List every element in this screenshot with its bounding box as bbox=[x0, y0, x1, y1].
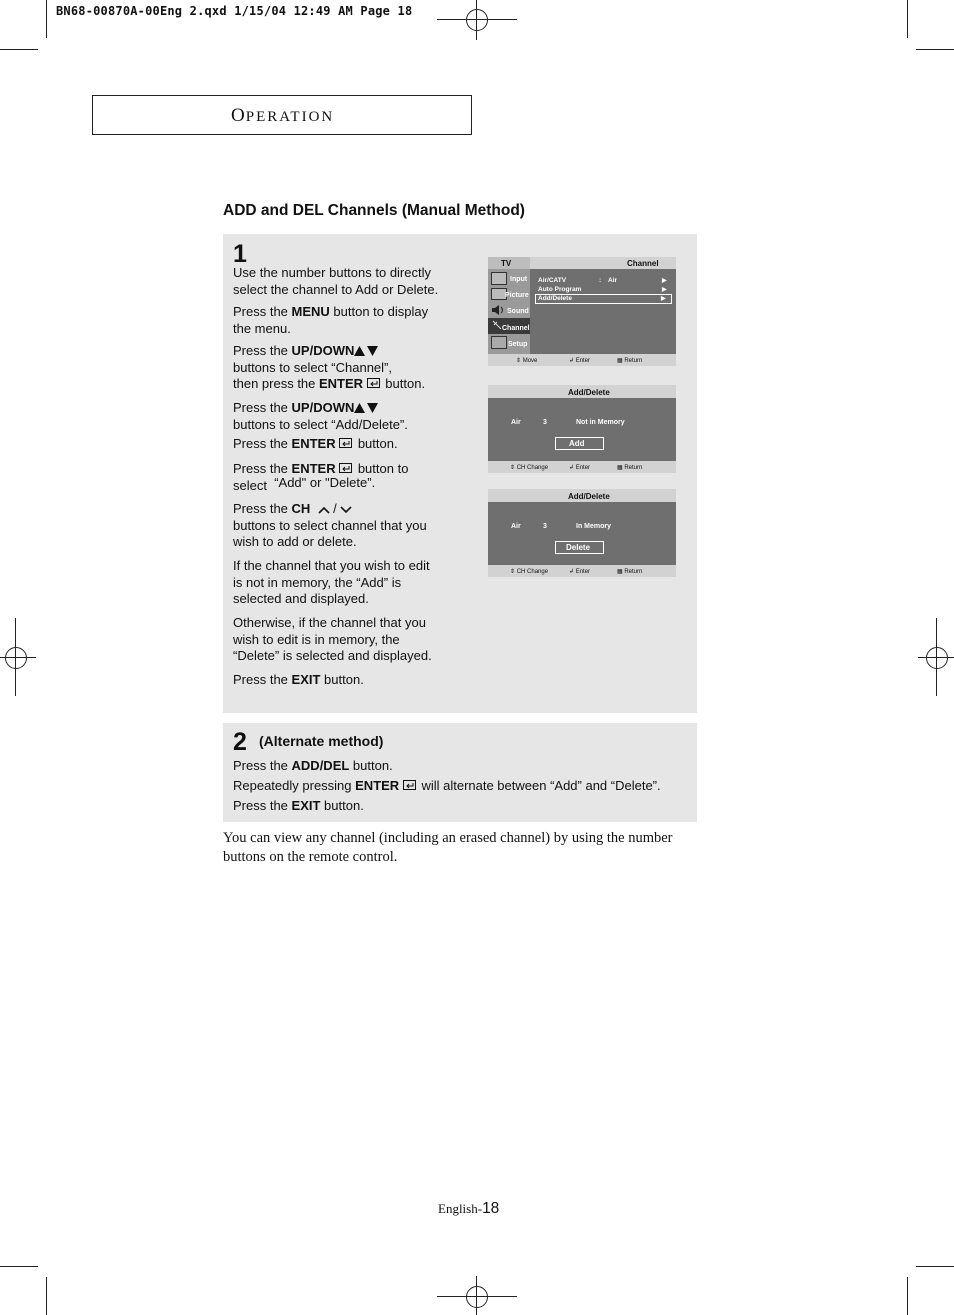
footer-ch-change: ⇕ CH Change bbox=[510, 465, 549, 471]
arrow-right-icon: ▶ bbox=[662, 278, 667, 284]
menu-item-channel[interactable]: Channel bbox=[488, 318, 530, 334]
enter-icon bbox=[339, 438, 354, 449]
arrow-right-icon: ▶ bbox=[661, 296, 666, 302]
footer-return: ▦ Return bbox=[617, 569, 643, 575]
crop-mark bbox=[437, 1296, 517, 1297]
memory-status: Not in Memory bbox=[576, 419, 625, 426]
footer-enter: ↲ Enter bbox=[569, 569, 591, 575]
instruction-text: Repeatedly pressing ENTER will alternate between “Add” and “Delete”. bbox=[233, 778, 661, 793]
footnote-text: You can view any channel (including an erased channel) by using the number buttons on the remote control. bbox=[223, 830, 673, 865]
air-label: Air bbox=[511, 523, 521, 530]
ch-up-icon bbox=[318, 506, 330, 514]
up-down-arrows-icon bbox=[354, 403, 378, 413]
speaker-icon bbox=[491, 304, 505, 316]
page-heading: ADD and DEL Channels (Manual Method) bbox=[223, 202, 525, 219]
memory-status: In Memory bbox=[576, 523, 612, 530]
footer-enter: ↲ Enter bbox=[569, 358, 591, 364]
page-footer: English-18 bbox=[438, 1200, 500, 1217]
crop-mark bbox=[907, 1277, 908, 1315]
screen-title: Channel bbox=[627, 259, 659, 268]
crop-mark bbox=[476, 1276, 477, 1315]
footer-return: ▦ Return bbox=[617, 465, 643, 471]
menu-item-sound[interactable]: Sound bbox=[488, 302, 530, 318]
delete-screen bbox=[488, 489, 676, 577]
channel-number: 3 bbox=[543, 523, 547, 530]
footer-enter: ↲ Enter bbox=[569, 465, 591, 471]
crop-mark bbox=[46, 0, 47, 38]
menu-row-air-catv[interactable]: Air/CATV bbox=[538, 277, 567, 284]
instruction-text: Press the CH / buttons to select channel that you wish to add or delete. bbox=[233, 501, 427, 549]
instruction-text: Otherwise, if the channel that you wish to edit is in memory, the “Delete” is selected and displayed. bbox=[233, 615, 432, 663]
crop-mark bbox=[916, 1266, 954, 1267]
enter-icon bbox=[339, 463, 354, 474]
menu-row-auto-program[interactable]: Auto Program bbox=[538, 286, 582, 293]
crop-mark bbox=[0, 1266, 38, 1267]
section-header-box bbox=[92, 95, 472, 135]
instruction-text: Press the MENU button to display the menu. bbox=[233, 304, 429, 336]
registration-mark bbox=[5, 647, 27, 669]
tv-label: TV bbox=[501, 259, 512, 268]
screen-title: Add/Delete bbox=[568, 388, 610, 397]
instruction-text: Press the EXIT button. bbox=[233, 798, 364, 813]
registration-mark bbox=[466, 1286, 488, 1308]
menu-item-picture[interactable]: Picture bbox=[488, 286, 530, 302]
crop-mark bbox=[437, 19, 517, 20]
crop-mark bbox=[916, 49, 954, 50]
add-screen bbox=[488, 385, 676, 473]
step1-panel bbox=[223, 234, 697, 713]
alternate-method-title: (Alternate method) bbox=[259, 733, 384, 749]
step-number: 1 bbox=[233, 240, 247, 268]
air-label: Air bbox=[511, 419, 521, 426]
ch-down-icon bbox=[340, 506, 352, 514]
menu-item-input[interactable]: Input bbox=[488, 270, 530, 286]
instruction-text: Use the number buttons to directly select the channel to Add or Delete. bbox=[233, 265, 439, 297]
print-slug: BN68-00870A-00Eng 2.qxd 1/15/04 12:49 AM Page 18 bbox=[56, 4, 413, 18]
enter-icon bbox=[367, 378, 382, 389]
footer-return: ▦ Return bbox=[617, 358, 643, 364]
page-number: 18 bbox=[482, 1200, 500, 1217]
crop-mark bbox=[0, 657, 36, 658]
arrow-right-icon: ▶ bbox=[662, 287, 667, 293]
crop-mark bbox=[0, 49, 38, 50]
section-title: OPERATION bbox=[231, 105, 335, 126]
instruction-text: Press the ENTER button to select “Add" or "Delete”. bbox=[233, 461, 409, 493]
instruction-text: Press the UP/DOWN buttons to select “Channel”, then press the ENTER button. bbox=[233, 343, 426, 391]
setup-icon bbox=[491, 336, 507, 349]
up-down-arrows-icon bbox=[354, 346, 378, 356]
menu-row-add-delete[interactable]: Add/Delete ▶ bbox=[535, 294, 672, 304]
crop-mark bbox=[918, 657, 954, 658]
add-button[interactable]: Add bbox=[555, 437, 604, 450]
screen-title: Add/Delete bbox=[568, 492, 610, 501]
crop-mark bbox=[907, 0, 908, 38]
crop-mark bbox=[46, 1277, 47, 1315]
crop-mark bbox=[476, 0, 477, 40]
channel-menu-screen: TV Channel Input Picture Sound Channel Setup Air/CATV : Air ▶ Auto Program ▶ Add/Delete ▶ ⇕ Move ↲ Enter ▦ Return bbox=[488, 257, 676, 366]
enter-icon bbox=[403, 780, 418, 791]
instruction-text: Press the UP/DOWN buttons to select “Add/Delete”. Press the ENTER button. bbox=[233, 400, 408, 451]
instruction-text: If the channel that you wish to edit is not in memory, the “Add” is selected and displayed. bbox=[233, 558, 430, 606]
step2-panel bbox=[223, 723, 697, 822]
input-icon bbox=[491, 272, 507, 285]
instruction-text: Press the EXIT button. bbox=[233, 672, 364, 687]
registration-mark bbox=[466, 9, 488, 31]
instruction-text: Press the ADD/DEL button. bbox=[233, 758, 393, 773]
menu-item-setup[interactable]: Setup bbox=[488, 334, 530, 350]
registration-mark bbox=[926, 647, 948, 669]
footer-ch-change: ⇕ CH Change bbox=[510, 569, 549, 575]
channel-number: 3 bbox=[543, 419, 547, 426]
step-number: 2 bbox=[233, 728, 247, 756]
delete-button[interactable]: Delete bbox=[555, 541, 604, 554]
footer-move: ⇕ Move bbox=[516, 358, 538, 364]
